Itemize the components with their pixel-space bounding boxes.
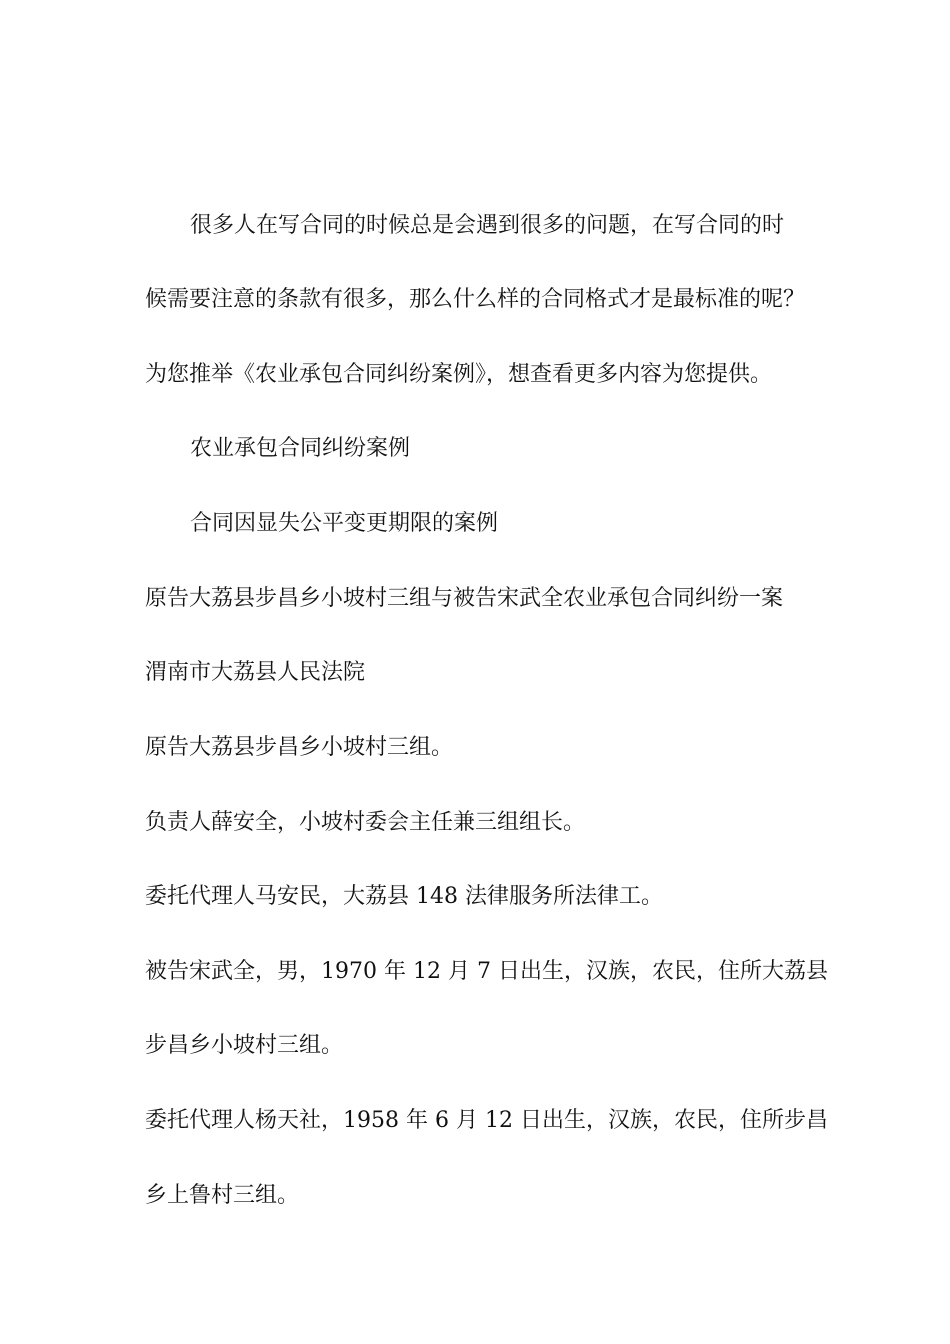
intro-line-3: 为您推举《农业承包合同纠纷案例》，想查看更多内容为您提供。 xyxy=(145,362,773,387)
defendant-line-1: 被告宋武全，男，1970 年 12 月 7 日出生，汉族，农民，住所大荔县 xyxy=(145,959,828,984)
intro-line-2: 候需要注意的条款有很多，那么什么样的合同格式才是最标准的呢？ xyxy=(145,287,806,312)
defendant-line-2: 步昌乡小坡村三组。 xyxy=(145,1033,344,1058)
defendant-agent-line-2: 乡上鲁村三组。 xyxy=(145,1183,300,1208)
plaintiff-line: 原告大荔县步昌乡小坡村三组。 xyxy=(145,735,454,760)
responsible-person-line: 负责人薛安全，小坡村委会主任兼三组组长。 xyxy=(145,810,586,835)
intro-line-1: 很多人在写合同的时候总是会遇到很多的问题，在写合同的时 xyxy=(190,213,785,238)
plaintiff-agent-line: 委托代理人马安民，大荔县 148 法律服务所法律工。 xyxy=(145,884,663,909)
section-title: 合同因显失公平变更期限的案例 xyxy=(190,511,499,536)
document-title: 农业承包合同纠纷案例 xyxy=(190,436,411,461)
case-title: 原告大荔县步昌乡小坡村三组与被告宋武全农业承包合同纠纷一案 xyxy=(145,586,784,611)
defendant-agent-line-1: 委托代理人杨天社，1958 年 6 月 12 日出生，汉族，农民，住所步昌 xyxy=(145,1108,828,1133)
court-name: 渭南市大荔县人民法院 xyxy=(145,660,366,685)
